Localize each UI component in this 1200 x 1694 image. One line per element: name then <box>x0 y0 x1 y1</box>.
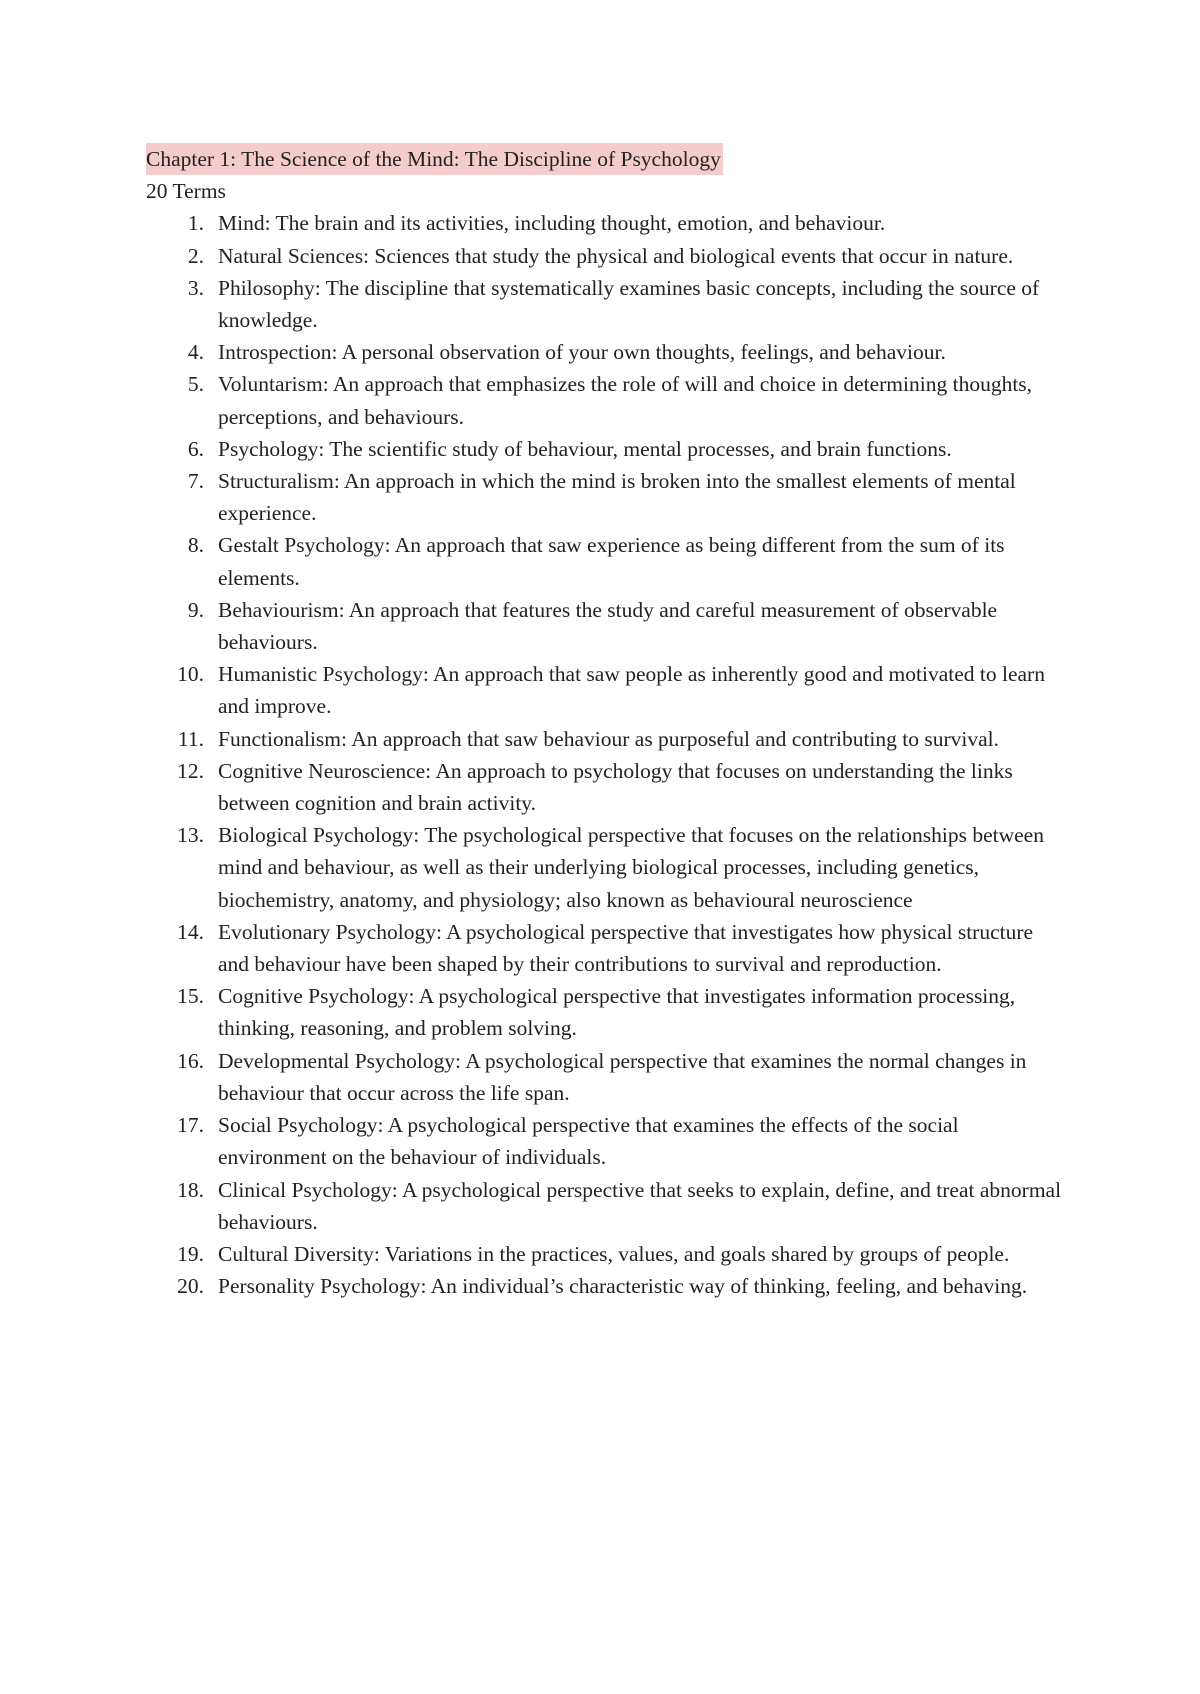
list-item-number: 8. <box>187 533 204 558</box>
list-item-text: Natural Sciences: Sciences that study the physical and biological events that occur in nature. <box>218 243 1014 268</box>
list-item-text: Cognitive Psychology: A psychological perspective that investigates information processing, thinking, reasoning, and problem solving. <box>218 984 1016 1041</box>
list-item-text: Behaviourism: An approach that features the study and careful measurement of observable behaviours. <box>218 597 998 655</box>
list-item-number: 6. <box>187 436 204 461</box>
list-item <box>177 1109 1066 1173</box>
list-item-text: Social Psychology: A psychological perspective that examines the effects of the social environment on the behaviour of individuals. <box>218 1113 959 1170</box>
list-item-text: Clinical Psychology: A psychological perspective that seeks to explain, define, and treat abnormal behaviours. <box>218 1177 1062 1234</box>
list-item-text: Psychology: The scientific study of behaviour, mental processes, and brain functions. <box>218 436 952 461</box>
list-item <box>187 368 1066 432</box>
list-item-text: Functionalism: An approach that saw behaviour as purposeful and contributing to survival. <box>218 726 1000 751</box>
list-item-number: 3. <box>187 275 204 300</box>
list-item <box>187 465 1066 529</box>
list-item <box>177 980 1066 1044</box>
list-item <box>177 1238 1066 1270</box>
list-item-text: Cultural Diversity: Variations in the practices, values, and goals shared by groups of people. <box>218 1241 1010 1266</box>
list-item-text: Gestalt Psychology: An approach that saw experience as being different from the sum of its elements. <box>218 533 1005 590</box>
list-item <box>177 1174 1066 1238</box>
list-item-text: Humanistic Psychology: An approach that saw people as inherently good and motivated to learn and improve. <box>218 662 1045 719</box>
list-item <box>187 207 1066 239</box>
list-item-number: 18. <box>177 1177 204 1202</box>
list-item-number: 4. <box>187 340 204 365</box>
list-item-number: 16. <box>177 1048 204 1073</box>
list-item-number: 19. <box>177 1241 204 1266</box>
list-item <box>187 594 1066 658</box>
list-item-text: Philosophy: The discipline that systematically examines basic concepts, including the source of knowledge. <box>218 275 1040 333</box>
list-item-number: 12. <box>177 758 204 783</box>
list-item-number: 7. <box>187 469 204 494</box>
list-item-text: Developmental Psychology: A psychological perspective that examines the normal changes in behaviour that occur across the life span. <box>218 1048 1027 1105</box>
list-item <box>187 240 1066 272</box>
list-item-text: Cognitive Neuroscience: An approach to psychology that focuses on understanding the links between cognition and brain activity. <box>218 758 1013 816</box>
list-item <box>187 529 1066 593</box>
list-item <box>187 433 1066 465</box>
list-item <box>177 658 1066 722</box>
list-item-text: Structuralism: An approach in which the mind is broken into the smallest elements of mental experience. <box>218 469 1016 526</box>
list-item-text: Biological Psychology: The psychological perspective that focuses on the relationships between mind and behaviour, as well as their underlying biological processes, including genetics, biochemistry, anatomy, and physiology; also known as behavioural neuroscience <box>218 823 1044 912</box>
list-item-text: Introspection: A personal observation of your own thoughts, feelings, and behaviour. <box>218 340 946 365</box>
list-item-text: Personality Psychology: An individual’s characteristic way of thinking, feeling, and behaving. <box>218 1274 1028 1299</box>
terms-count: 20 Terms <box>146 179 226 204</box>
list-item-number: 13. <box>177 823 204 848</box>
list-item <box>177 755 1066 819</box>
list-item <box>187 336 1066 368</box>
terms-list <box>146 207 1066 1302</box>
list-item-number: 15. <box>177 984 204 1009</box>
list-item-text: Voluntarism: An approach that emphasizes the role of will and choice in determining thoughts, perceptions, and behaviours. <box>218 372 1033 429</box>
list-item <box>177 1270 1066 1302</box>
list-item-number: 1. <box>187 211 204 236</box>
list-item-number: 2. <box>187 243 204 268</box>
list-item-number: 5. <box>187 372 204 397</box>
list-item <box>177 916 1066 980</box>
list-item <box>187 272 1066 336</box>
list-item <box>177 723 1066 755</box>
list-item-text: Evolutionary Psychology: A psychological perspective that investigates how physical structure and behaviour have been shaped by their contributions to survival and reproduction. <box>218 919 1034 977</box>
list-item-number: 11. <box>177 726 204 751</box>
list-item-text: Mind: The brain and its activities, including thought, emotion, and behaviour. <box>218 211 886 236</box>
list-item-number: 17. <box>177 1113 204 1138</box>
chapter-title: Chapter 1: The Science of the Mind: The Discipline of Psychology <box>146 143 723 175</box>
list-item-number: 14. <box>177 919 204 944</box>
list-item <box>177 1045 1066 1109</box>
list-item <box>177 819 1066 916</box>
list-item-number: 10. <box>177 662 204 687</box>
list-item-number: 9. <box>187 597 204 622</box>
document-content <box>146 143 1066 1302</box>
title-line <box>146 143 1066 175</box>
list-item-number: 20. <box>177 1274 204 1299</box>
